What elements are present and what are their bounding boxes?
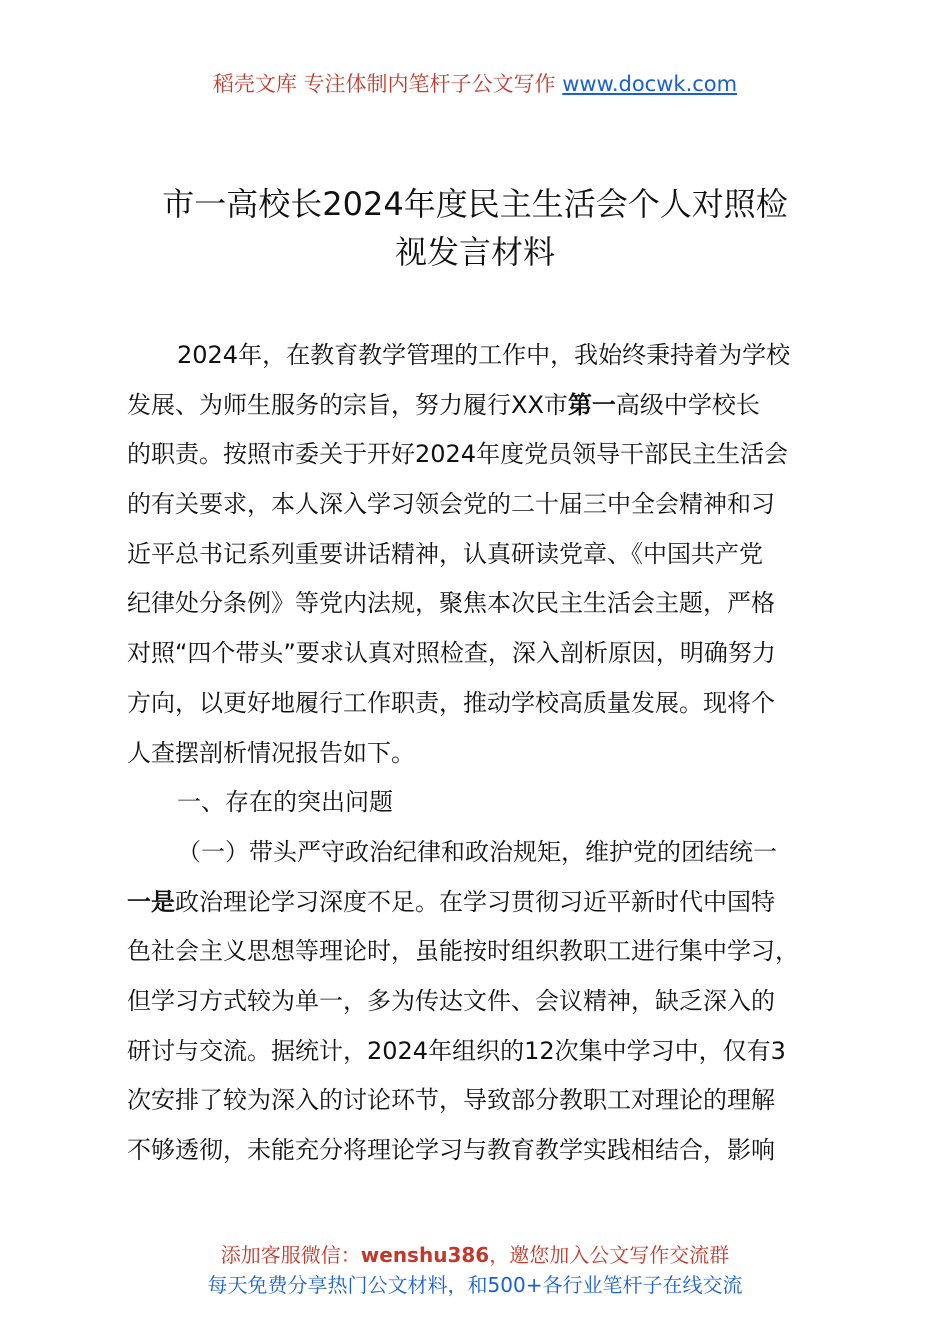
body-text-run: 政治理论学习深度不足。在学习贯彻习近平新时代中国特: [175, 887, 775, 916]
body-line: [127, 878, 827, 928]
header-brand-text: 稻壳文库 专注体制内笔杆子公文写作: [212, 72, 563, 96]
title-line-1: 市一高校长2024年度民主生活会个人对照检: [162, 185, 788, 223]
body-line: 对照“四个带头”要求认真对照检查，深入剖析原因，明确努力: [127, 639, 776, 668]
subsection-heading: （一）带头严守政治纪律和政治规矩，维护党的团结统一: [177, 837, 777, 866]
body-line: 色社会主义思想等理论时，虽能按时组织教职工进行集中学习，: [127, 937, 799, 966]
title-line-2: 视发言材料: [394, 233, 555, 271]
footer-line-1: [0, 1240, 950, 1270]
body-line: 的有关要求，本人深入学习领会党的二十届三中全会精神和习: [127, 490, 775, 519]
promo-footer: [0, 1240, 950, 1300]
footer-line-2: 每天免费分享热门公文材料，和500+各行业笔杆子在线交流: [207, 1273, 743, 1297]
body-line: 次安排了较为深入的讨论环节，导致部分教职工对理论的理解: [127, 1086, 775, 1115]
body-bold-run: 一是: [127, 887, 175, 916]
footer-prefix: 添加客服微信：: [220, 1243, 361, 1267]
document-title: [100, 180, 850, 276]
body-line: 人查摆剖析情况报告如下。: [127, 738, 415, 767]
body-line: 纪律处分条例》等党内法规，聚焦本次民主生活会主题，严格: [127, 589, 775, 618]
body-text-run: 高级中学校长: [615, 390, 760, 419]
body-line: 方向，以更好地履行工作职责，推动学校高质量发展。现将个: [127, 688, 775, 717]
body-line: 不够透彻，未能充分将理论学习与教育教学实践相结合，影响: [127, 1136, 775, 1164]
body-text-run: 发展、为师生服务的宗旨，努力履行XX市: [127, 390, 568, 419]
footer-suffix: ，邀您加入公文写作交流群: [489, 1243, 730, 1267]
wechat-id: wenshu386: [360, 1243, 490, 1267]
body-line: 2024年，在教育教学管理的工作中，我始终秉持着为学校: [177, 341, 791, 369]
header-url-link[interactable]: www.docwk.com: [562, 72, 738, 96]
body-line: 的职责。按照市委关于开好2024年度党员领导干部民主生活会: [127, 440, 789, 469]
body-bold-run: 第一: [567, 390, 616, 419]
document-body: [127, 331, 827, 1176]
body-line: 研讨与交流。据统计，2024年组织的12次集中学习中，仅有3: [127, 1036, 786, 1065]
body-line: 但学习方式较为单一，多为传达文件、会议精神，缺乏深入的: [127, 986, 775, 1015]
body-line: 近平总书记系列重要讲话精神，认真研读党章、《中国共产党: [127, 539, 763, 568]
watermark-header: [0, 68, 950, 100]
section-heading: 一、存在的突出问题: [177, 788, 393, 817]
body-line: [127, 381, 827, 431]
